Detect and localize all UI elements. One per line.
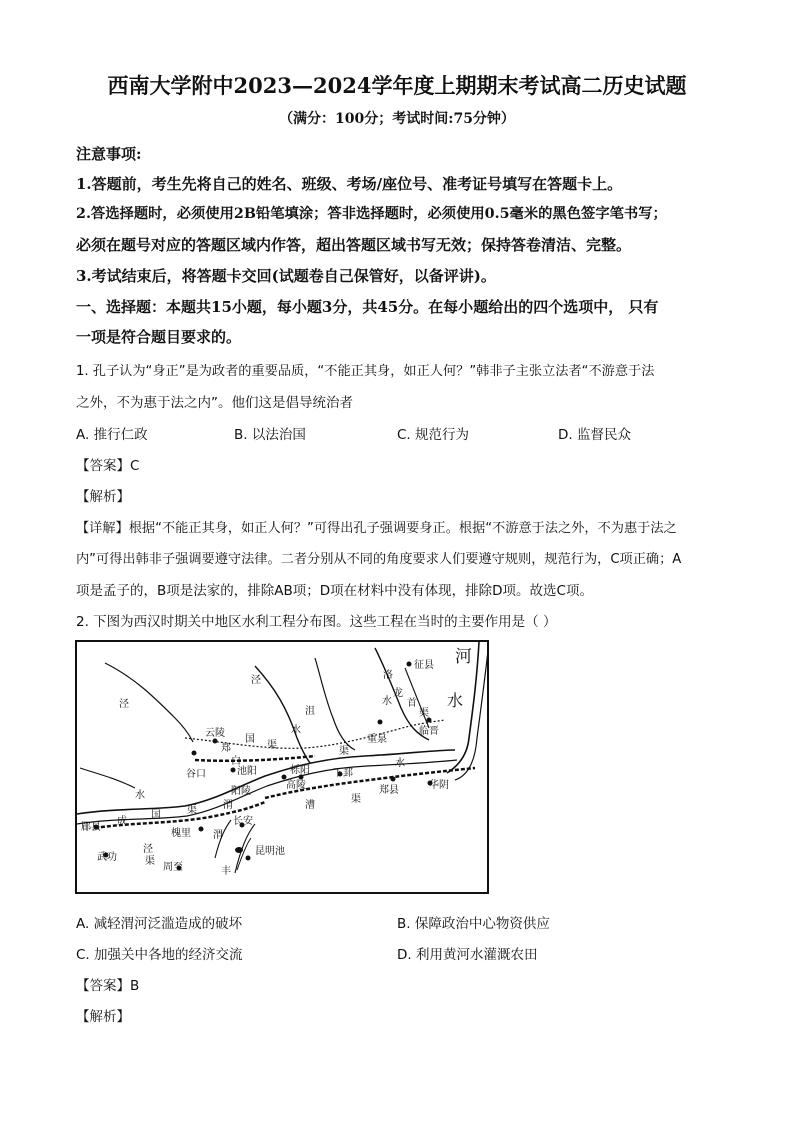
map-label-zheng: 征县 <box>414 660 434 671</box>
section-heading-line1: 一、选择题：本题共15小题，每小题3分，共45分。在每小题给出的四个选项中， 只有 <box>76 298 659 316</box>
q2-option-d: D. 利用黄河水灌溉农田 <box>397 947 538 963</box>
map-label-guo: 国 <box>245 734 255 745</box>
map-label-wei: 渭 <box>223 800 233 811</box>
map-label-shou: 首 <box>407 698 417 709</box>
map-label-jing3: 泾 <box>143 844 153 855</box>
map-label-he: 河 <box>455 647 472 667</box>
map-label-wugong: 武功 <box>97 852 117 863</box>
notice-item-3: 3.考试结束后，将答题卡交回(试题卷自己保管好，以备评讲)。 <box>76 267 496 285</box>
notice-item-1: 1.答题前，考生先将自己的姓名、班级、考场/座位号、准考证号填写在答题卡上。 <box>76 175 623 193</box>
map-label-shui: 水 <box>447 691 464 710</box>
map-label-shui5: 水 <box>135 790 145 801</box>
map-label-mei: 郿县 <box>81 822 101 833</box>
map-label-qu6: 渠 <box>145 856 155 867</box>
map-label-qu5: 渠 <box>351 794 361 805</box>
q2-analysis-label: 【解析】 <box>76 1009 130 1025</box>
map-label-zhou: 周至 <box>163 862 183 873</box>
map-label-chang: 长安 <box>233 816 253 827</box>
map-label-qu3: 渠 <box>339 746 349 757</box>
map-label-wei2: 渭 <box>213 830 223 841</box>
page-title: 西南大学附中2023—2024学年度上期期末考试高二历史试题 <box>107 73 687 98</box>
map-label-cheng: 成 <box>117 816 127 827</box>
q1-stem-line1: 1. 孔子认为“身正”是为政者的重要品质，“不能正其身，如正人何？”韩非子主张立法者“不游意于法 <box>76 364 655 379</box>
map-label-bai: 白 <box>231 756 241 767</box>
map-label-yunling: 云陵 <box>205 728 225 739</box>
q2-option-c: C. 加强关中各地的经济交流 <box>76 947 243 963</box>
map-label-long: 龙 <box>393 688 403 699</box>
q1-option-b: B. 以法治国 <box>234 427 306 443</box>
q2-answer: 【答案】B <box>76 978 140 994</box>
q1-option-d: D. 监督民众 <box>558 427 631 443</box>
map-label-chiyang: 池阳 <box>237 766 257 777</box>
q1-analysis-label: 【解析】 <box>76 489 130 505</box>
q2-stem: 2. 下图为西汉时期关中地区水利工程分布图。这些工程在当时的主要作用是（ ） <box>76 614 557 630</box>
map-label-yangling: 阳陵 <box>231 786 251 797</box>
map-label-chongquan: 重泉 <box>367 734 387 745</box>
map-label-xiagui: 下邽 <box>333 768 353 779</box>
map-label-huayin: 华阴 <box>429 780 449 791</box>
map-label-gukou: 谷口 <box>186 769 206 780</box>
q1-detail-line3: 项是孟子的，B项是法家的，排除AB项；D项在材料中没有体现，排除D项。故选C项。 <box>76 583 593 599</box>
map-label-feng: 丰 <box>221 866 231 877</box>
map-label-qu2: 渠 <box>267 740 277 751</box>
map-label-linjin: 临晋 <box>419 726 439 737</box>
map-label-jing2: 泾 <box>251 675 261 686</box>
map-label-qu4: 渠 <box>187 805 197 816</box>
notice-item-2b: 必须在题号对应的答题区域内作答，超出答题区域书写无效；保持答卷清洁、完整。 <box>76 236 632 254</box>
map-label-shui2: 水 <box>382 696 392 707</box>
irrigation-map <box>75 638 489 895</box>
map-label-shui4: 水 <box>395 758 405 769</box>
map-label-zheng2: 郑 <box>221 743 231 754</box>
map-label-guo2: 国 <box>151 810 161 821</box>
notice-heading: 注意事项: <box>76 145 142 163</box>
map-label-kunming: 昆明池 <box>255 846 285 857</box>
q1-stem-line2: 之外，不为惠于法之内”。他们这是倡导统治者 <box>76 395 353 411</box>
q1-option-c: C. 规范行为 <box>397 427 470 443</box>
map-label-yueyang: 栎阳 <box>290 765 310 776</box>
map-label-qu: 渠 <box>419 708 429 719</box>
q2-option-a: A. 减轻渭河泛滥造成的破坏 <box>76 916 243 932</box>
map-label-luo: 洛 <box>383 670 393 681</box>
section-heading-line2: 一项是符合题目要求的。 <box>76 328 242 346</box>
map-label-jing: 泾 <box>119 699 129 710</box>
q1-detail-line1: 【详解】根据“不能正其身，如正人何？”可得出孔子强调要身正。根据“不游意于法之外，不为惠于法之 <box>76 521 677 536</box>
q1-option-a: A. 推行仁政 <box>76 427 148 443</box>
map-label-zhengxian: 郑县 <box>379 785 399 796</box>
map-label-cao: 漕 <box>305 800 315 811</box>
notice-item-2a: 2.答选择题时，必须使用2B铅笔填涂；答非选择题时，必须使用0.5毫米的黑色签字笔书写； <box>76 206 667 222</box>
q1-detail-line2: 内”可得出韩非子强调要遵守法律。二者分别从不同的角度要求人们要遵守规则，规范行为，C项正确；A <box>76 552 682 567</box>
map-label-gaoling: 高陵 <box>286 780 306 791</box>
q1-answer: 【答案】C <box>76 458 140 474</box>
map-label-shui3: 水 <box>291 725 301 736</box>
exam-info: （满分：100分；考试时间:75分钟） <box>279 111 515 127</box>
map-label-huai: 槐里 <box>171 828 191 839</box>
map-label-ju: 沮 <box>305 706 315 717</box>
q2-option-b: B. 保障政治中心物资供应 <box>397 916 550 932</box>
